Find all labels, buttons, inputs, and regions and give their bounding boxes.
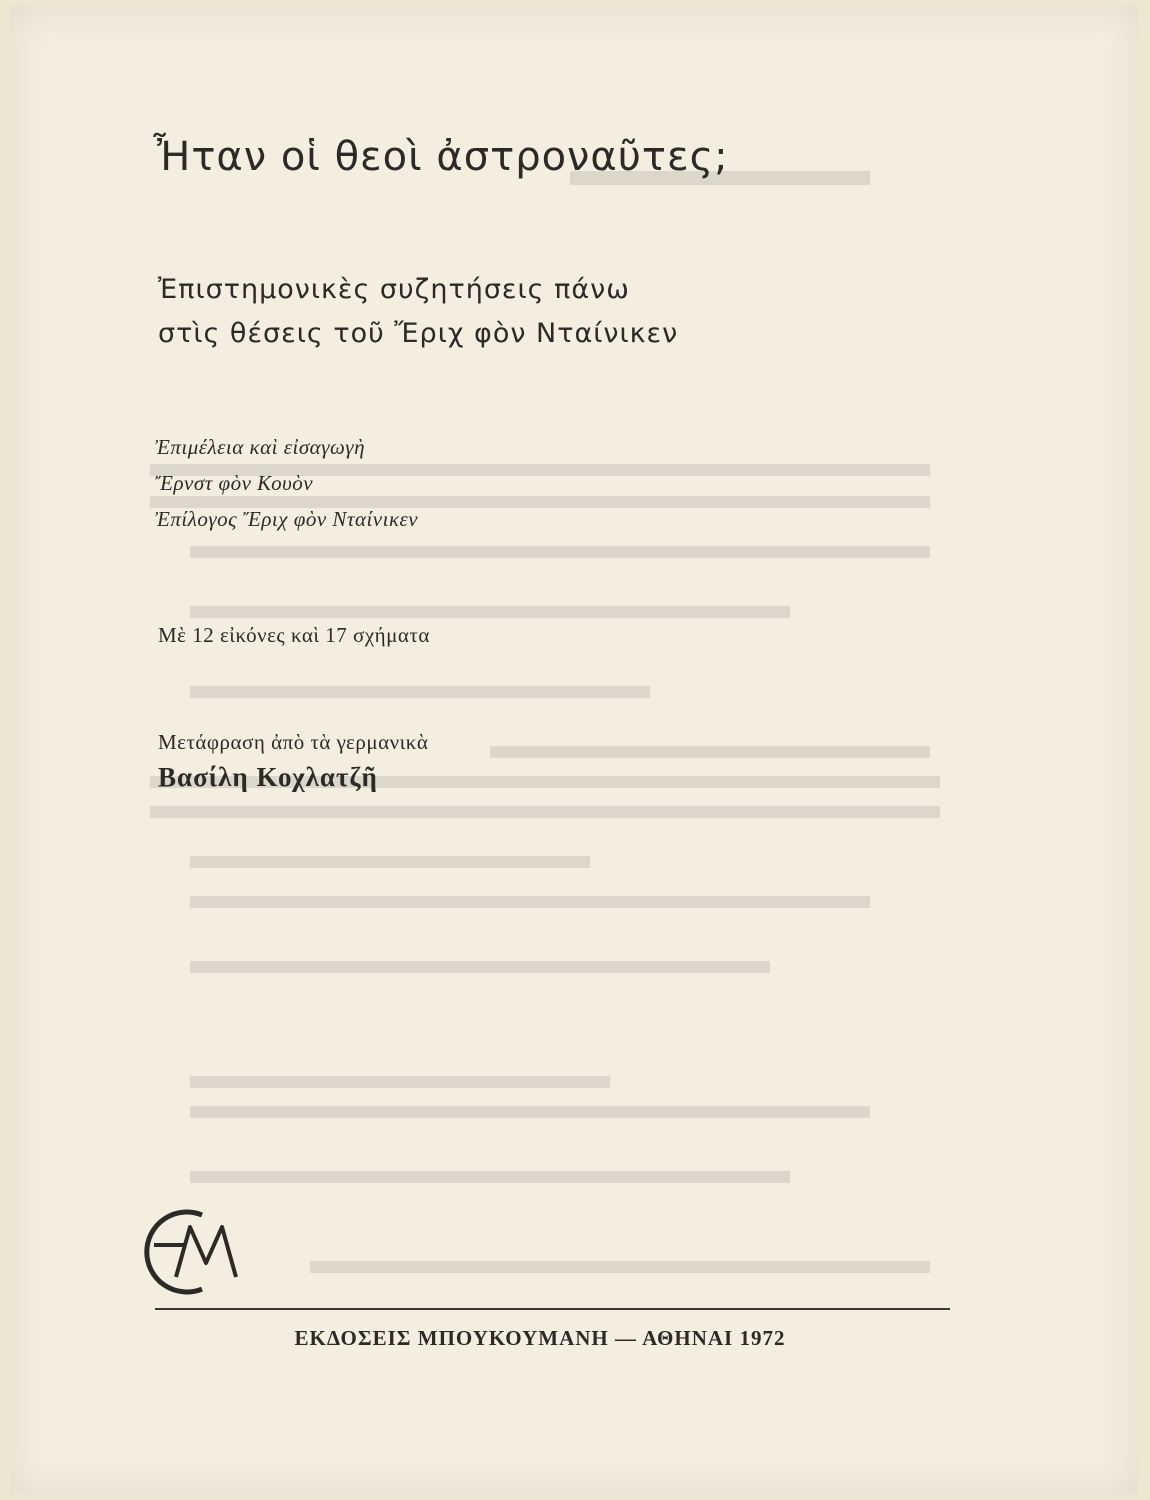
credits-line-2: Ἔρνστ φὸν Κουὸν: [155, 471, 314, 495]
title-page: [10, 6, 1138, 1494]
editor-credits: [155, 429, 418, 537]
publisher-imprint: ΕΚΔΟΣΕΙΣ ΜΠΟΥΚΟΥΜΑΝΗ — ΑΘΗΝΑΙ 1972: [294, 1326, 786, 1350]
subtitle-line-1: Ἐπιστημονικὲς συζητήσεις πάνω: [158, 274, 630, 305]
publisher-monogram-icon: [140, 1201, 250, 1301]
book-title: Ἦταν οἱ θεοὶ ἀστροναῦτες;: [153, 134, 729, 180]
credits-line-3: Ἐπίλογος Ἔριχ φὸν Νταίνικεν: [155, 507, 419, 531]
translation-label: Μετάφραση ἀπὸ τὰ γερμανικὰ: [158, 730, 429, 754]
book-subtitle: [158, 268, 678, 356]
illustrations-note: Μὲ 12 εἰκόνες καὶ 17 σχήματα: [158, 623, 430, 647]
credits-line-1: Ἐπιμέλεια καὶ εἰσαγωγὴ: [155, 435, 365, 459]
footer-rule: [155, 1308, 950, 1310]
translator-name: Βασίλη Κοχλατζῆ: [158, 762, 378, 792]
subtitle-line-2: στὶς θέσεις τοῦ Ἔριχ φὸν Νταίνικεν: [158, 318, 679, 349]
